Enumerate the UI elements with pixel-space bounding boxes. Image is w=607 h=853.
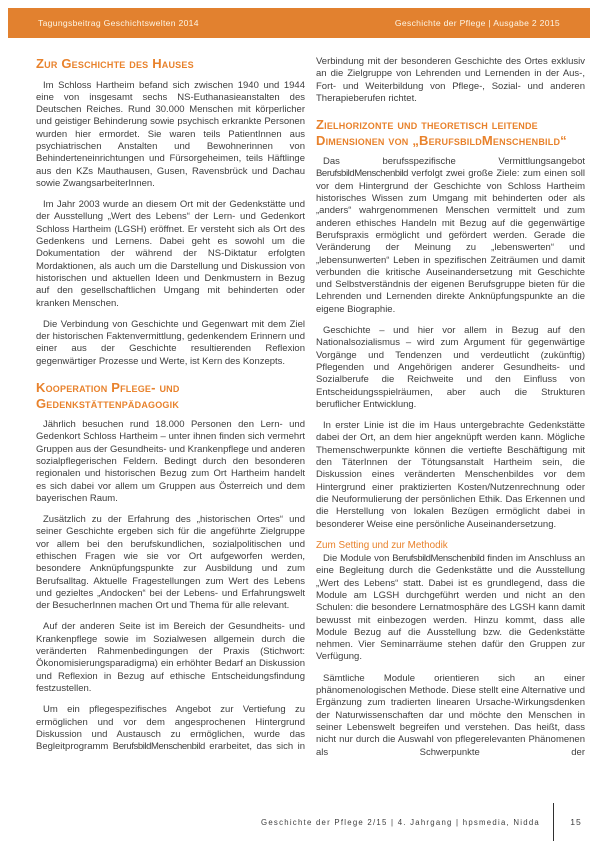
paragraph: In erster Linie ist die im Haus untergebrachte Gedenkstätte dabei der Ort, an dem hier angeknüpft werden kann. Mögliche Themenschwerpunkte können die vertiefte Beschäftigung mit den TäterInnen der Tötungsanstalt Hartheim sein, die Diskussion eines veränderten Menschenbildes vor dem Hintergrund einer praktizierten Kosten/Nutzenrechnung oder die Neuformulierung der persönlichen Ethik. Das Erkennen und die Herstellung von lokalen Bezügen ermöglicht dabei in besonderer Weise eine persönliche Auseinandersetzung.	[316, 420, 585, 530]
section-heading-kooperation: Kooperation Pflege- und Gedenkstättenpädagogik	[36, 380, 180, 411]
page-number: 15	[570, 817, 582, 827]
left-column	[36, 56, 305, 768]
header-issue-label: Geschichte der Pflege | Ausgabe 2 2015	[394, 18, 560, 28]
paragraph: Das berufsspezifische Vermittlungsangebot BerufsbildMenschenbild verfolgt zwei große Ziele: zum einen soll vor dem Hintergrund der Geschichte von Schloss Hartheim historisches Wissen zum Umgang mit behinderten oder als „anders“ wahrgenommenen Menschen vermittelt und zum anderen ethisches Handeln mit Bezug auf die gegenwärtige Berufspraxis ermöglicht und gefördert werden. Gerade die Veränderung der Meinung zu „lebenswerten“ und „lebensunwerten“ Leben in spezifischen Zeiträumen und damit verbunden die kritische Auseinandersetzung mit Geschichte und Selbstverständnis der eigenen Berufsgruppe bieten für die Lehrenden und Lernenden direkte Anknüpfungspunkte an die eigene Biographie.	[316, 156, 585, 315]
paragraph: Jährlich besuchen rund 18.000 Personen den Lern- und Gedenkort Schloss Hartheim – unter ihnen finden sich vermehrt Gruppen aus der Gesundheits- und Krankenpflege und anderen sozialpflegerischen Feldern. Bedingt durch den besonderen regionalen und historischen Bezug zum Ort Hartheim handelt es sich dabei vor allem um Gruppen aus Österreich und dem bayerischen Raum.	[36, 419, 305, 504]
paragraph: Geschichte – und hier vor allem in Bezug auf den Nationalsozialismus – wird zum Argument für gegenwärtige Vorgänge und Tendenzen und verdeutlicht (zukünftig) Pflegenden und Angehörigen anderer Gesundheits- und Sozialberufe die Reichweite und den Einfluss von Entscheidungsspielräumen, aber auch die Strukturen beruflicher Entwicklung.	[316, 325, 585, 410]
paragraph: Die Verbindung von Geschichte und Gegenwart mit dem Ziel der historischen Faktenvermittlung, gedenkendem Erinnern und einer aus der Geschichte resultierenden Reflexion gegenwärtiger Prozesse und Werte, ist Kern des Konzepts.	[36, 318, 305, 367]
paragraph: Im Jahr 2003 wurde an diesem Ort mit der Gedenkstätte und der Ausstellung „Wert des Lebens“ der Lern- und Gedenkort Schloss Hartheim (LGSH) eröffnet. Er versteht sich als Ort des Gedenkens und Lernens. Dabei geht es sowohl um die Dokumentation der während der NS-Diktatur erfolgten Mordaktionen, als auch um die Darstellung und Diskussion von historischen und aktuellen Ideen und Denkmustern in Bezug auf den gesellschaftlichen Umgang mit behinderten oder kranken Menschen.	[36, 199, 305, 309]
paragraph: Zusätzlich zu der Erfahrung des „historischen Ortes“ und seiner Geschichte ergeben sich für die angeführte Zielgruppe vor allem bei den berufskundlichen, sozialpolitischen und ethischen Fragen wie sie vor Ort aufgeworfen werden, besondere Anknüpfungspunkte zur Ausbildung und zum Berufsalltag. Aktuelle Fragestellungen zum Wert des Lebens und gezieltes „Andocken“ bei der Lebens- und Erfahrungswelt der BesucherInnen machen Ort und Thema für alle relevant.	[36, 514, 305, 612]
section-heading-zur-geschichte-des-hauses: Zur Geschichte des Hauses	[36, 56, 194, 71]
page-footer	[261, 802, 585, 842]
section-heading-zielhorizonte: Zielhorizonte und theoretisch leitende Dimensionen von „BerufsbildMenschenbild“	[316, 117, 567, 148]
header-article-type-label: Tagungsbeitrag Geschichtswelten 2014	[38, 18, 199, 28]
page-header-bar	[8, 8, 590, 38]
paragraph: Im Schloss Hartheim befand sich zwischen 1940 und 1944 eine von insgesamt sechs NS-Euthanasieanstalten des Deutschen Reiches. Rund 30.000 Menschen mit körperlicher und geistiger Behinderung sowie psychisch erkrankte Personen wurden hier ermordet. Sie waren teils PatientInnen aus psychiatrischen Anstalten und Bewohnerinnen von Behinderteneinrichtungen und Fürsorgeheimen, teils Häftlinge aus den KZs Mauthausen, Gusen, Ravensbrück und Dachau sowie ZwangsarbeiterInnen.	[36, 79, 305, 189]
footer-divider	[553, 803, 554, 841]
footer-journal-info: Geschichte der Pflege 2/15 | 4. Jahrgang | hpsmedia, Nidda	[261, 817, 540, 827]
right-column	[316, 56, 585, 768]
article-body	[36, 56, 585, 768]
paragraph: Die Module von BerufsbildMenschenbild finden im Anschluss an eine Begleitung durch die Gedenkstätte und die Ausstellung „Wert des Lebens“ statt. Dabei ist es grundlegend, dass die Module am LGSH durchgeführt werden und nicht an den Schulen: die besondere Lernatmosphäre des LGSH kann damit bewusst mit einbezogen werden. Hinzu kommt, dass alle Module Bezug auf die Ausstellung bzw. die Gedenkstätte nehmen. Vier Seminarräume stehen dafür den Gruppen zur Verfügung.	[316, 553, 585, 663]
paragraph: Sämtliche Module orientieren sich an einer phänomenologischen Methode. Diese stellt eine Alternative und Ergänzung zum tradierten linearen Ursache-Wirkungsdenken der Naturwissenschaften dar und möchte den Menschen in seiner Lebenswelt begreifen und verstehen. Das heißt, dass nicht nur durch die Auswahl von pflegerelevanten Phänomenen als Schwerpunkte der	[316, 672, 585, 758]
paragraph: Verbindung mit der besonderen Geschichte des Ortes exklusiv an die Zielgruppe von Lehrenden und Lernenden in der Aus-, Fort- und Weiterbildung von Pflege-, Sozial- und anderen Therapieberufen richtet.	[316, 56, 585, 104]
subsection-heading-setting-methodik: Zum Setting und zur Methodik	[316, 539, 448, 551]
paragraph: Auf der anderen Seite ist im Bereich der Gesundheits- und Krankenpflege sowie im Sozialwesen allgemein durch die veränderten Rahmenbedingungen der Praxis (Stichwort: Ökonomisierungsparadigma) ein erhöhter Bedarf an Diskussion und Reflexion in Bezug auf ethische Entscheidungsfindung festzustellen.	[36, 621, 305, 694]
paragraph: Um ein pflegespezifisches Angebot zur Vertiefung zu ermöglichen und vor dem angesprochenen Hintergrund Diskussion und Austausch zu ermöglichen, wurde das Begleitprogramm BerufsbildMenschenbild erarbeitet, das sich in	[36, 704, 305, 753]
